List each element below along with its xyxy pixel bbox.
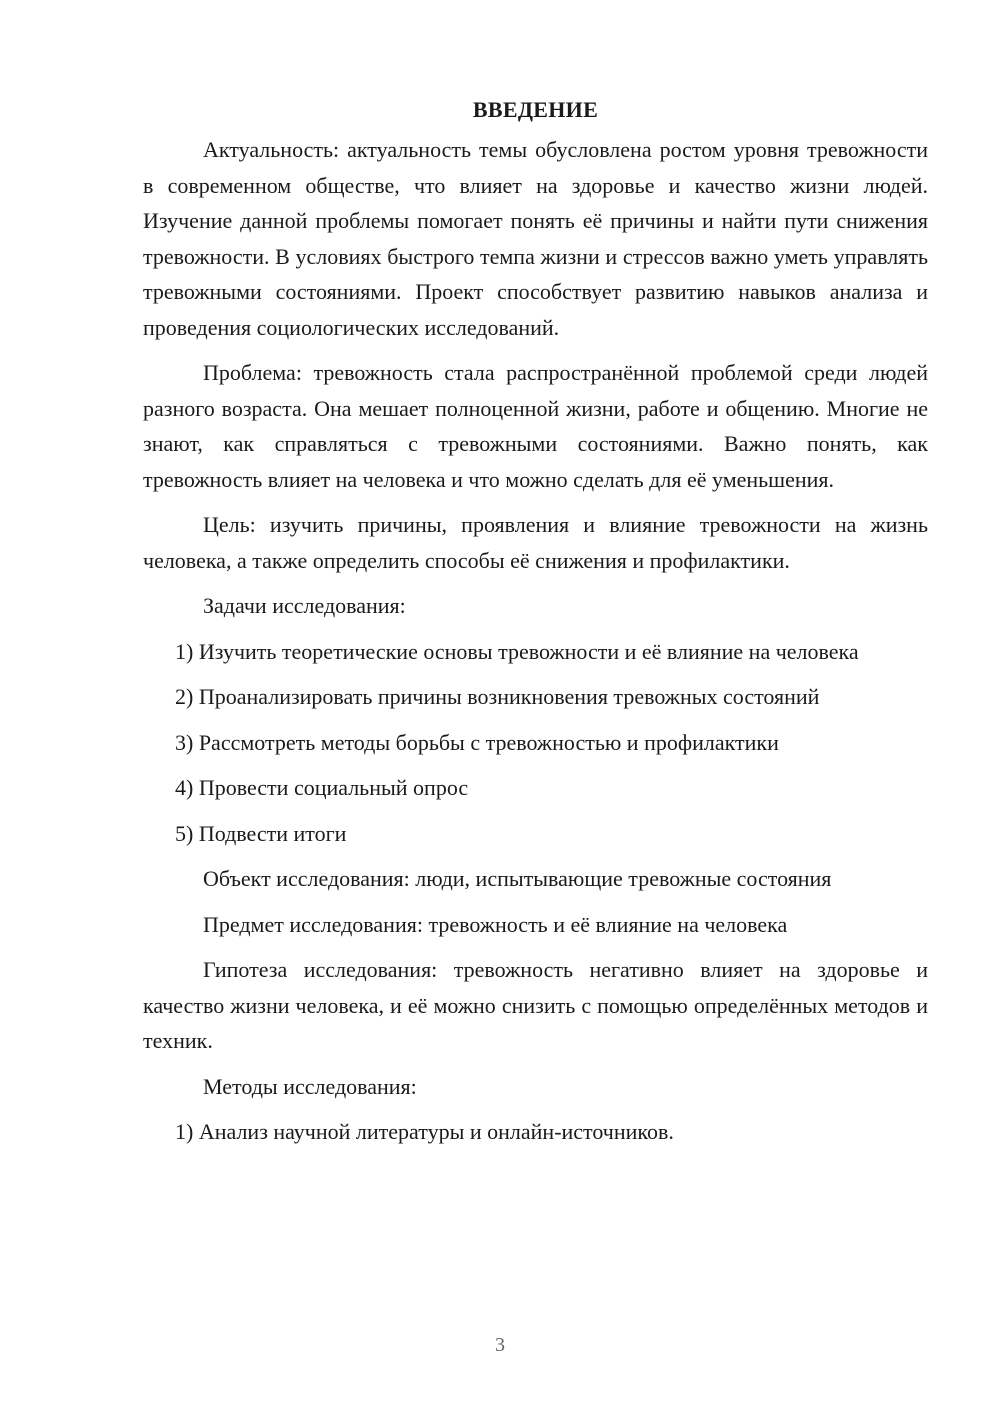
tasks-list: [143, 634, 928, 852]
problem-paragraph: Проблема: тревожность стала распространённой проблемой среди людей разного возраста. Она мешает полноценной жизни, работе и общению. Многие не знают, как справляться с тревожными состояниями. Важно понять, как тревожность влияет на человека и что можно сделать для её уменьшения.: [143, 360, 928, 492]
goal-paragraph: Цель: изучить причины, проявления и влияние тревожности на жизнь человека, а также определить способы её снижения и профилактики.: [143, 512, 928, 573]
methods-list: [143, 1114, 928, 1150]
subject-line: Предмет исследования: тревожность и её влияние на человека: [203, 911, 788, 937]
hypothesis-paragraph: Гипотеза исследования: тревожность негативно влияет на здоровье и качество жизни человека, и её можно снизить с помощью определённых методов и техник.: [143, 957, 928, 1053]
list-item: 5) Подвести итоги: [175, 820, 347, 846]
list-item: 1) Анализ научной литературы и онлайн-источников.: [175, 1119, 674, 1144]
page-number: 3: [495, 1334, 505, 1356]
tasks-heading: Задачи исследования:: [203, 593, 406, 618]
section-title: ВВЕДЕНИЕ: [472, 97, 599, 122]
relevance-paragraph: Актуальность: актуальность темы обусловлена ростом уровня тревожности в современном обществе, что влияет на здоровье и качество жизни людей. Изучение данной проблемы помогает понять её причины и найти пути снижения тревожности. В условиях быстрого темпа жизни и стрессов важно уметь управлять тревожными состояниями. Проект способствует развитию навыков анализа и проведения социологических исследований.: [143, 137, 928, 340]
list-item: 3) Рассмотреть методы борьбы с тревожностью и профилактики: [175, 729, 779, 755]
list-item: 2) Проанализировать причины возникновения тревожных состояний: [175, 684, 820, 709]
list-item: 4) Провести социальный опрос: [175, 775, 469, 800]
document-page: [143, 88, 928, 1160]
list-item: 1) Изучить теоретические основы тревожности и её влияние на человека: [175, 638, 859, 664]
object-line: Объект исследования: люди, испытывающие тревожные состояния: [203, 866, 832, 891]
methods-heading: Методы исследования:: [203, 1073, 417, 1099]
